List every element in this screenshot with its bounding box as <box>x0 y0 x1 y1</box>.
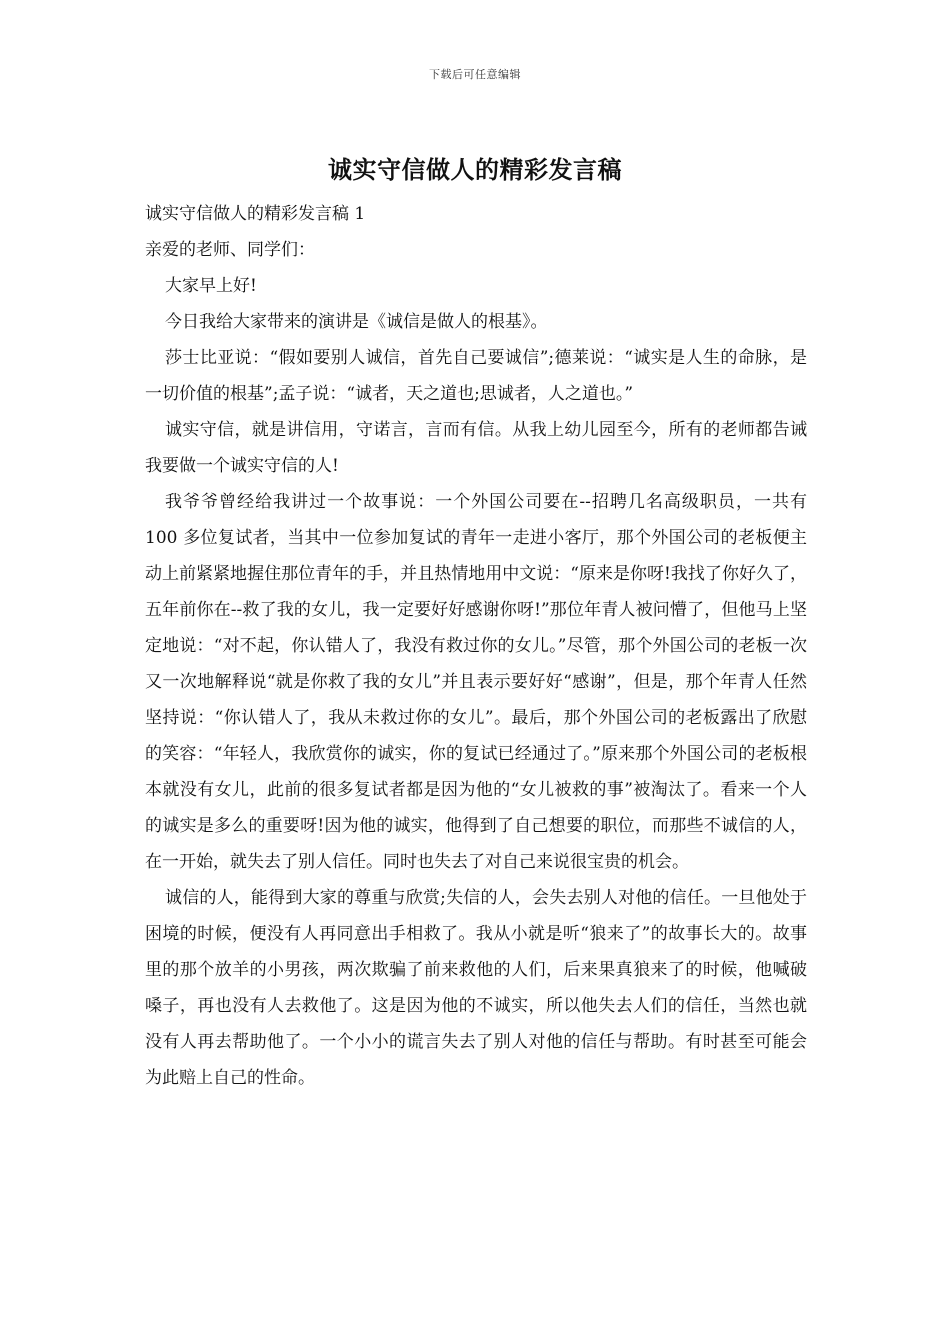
page-header-note: 下载后可任意编辑 <box>429 68 521 81</box>
story-paragraph: 我爷爷曾经给我讲过一个故事说：一个外国公司要在--招聘几名高级职员，一共有 100 多位复试者，当其中一位参加复试的青年一走进小客厅，那个外国公司的老板便主动上前紧紧地握住那位青年的手，并且热情地用中文说：“原来是你呀!我找了你好久了，五年前你在--救了我的女儿，我一定要好好感谢你呀!”那位年青人被问懵了，但他马上坚定地说：“对不起，你认错人了，我没有救过你的女儿。”尽管，那个外国公司的老板一次又一次地解释说“就是你救了我的女儿”并且表示要好好“感谢”，但是，那个年青人任然坚持说：“你认错人了，我从未救过你的女儿”。最后，那个外国公司的老板露出了欣慰的笑容：“年轻人，我欣赏你的诚实，你的复试已经通过了。”原来那个外国公司的老板根本就没有女儿，此前的很多复试者都是因为他的“女儿被救的事”被淘汰了。看来一个人的诚实是多么的重要呀!因为他的诚实，他得到了自己想要的职位，而那些不诚信的人，在一开始，就失去了别人信任。同时也失去了对自己来说很宝贵的机会。 <box>145 492 807 872</box>
intro-paragraph: 今日我给大家带来的演讲是《诚信是做人的根基》。 <box>165 312 548 332</box>
subtitle-line: 诚实守信做人的精彩发言稿 1 <box>145 204 366 224</box>
document-body <box>145 196 807 1096</box>
quotes-paragraph: 莎士比亚说：“假如要别人诚信，首先自己要诚信”;德莱说：“诚实是人生的命脉，是一切价值的根基”;孟子说：“诚者，天之道也;思诚者，人之道也。” <box>145 348 807 404</box>
greeting-paragraph: 大家早上好! <box>165 276 257 296</box>
document-title: 诚实守信做人的精彩发言稿 <box>328 155 622 184</box>
salutation: 亲爱的老师、同学们： <box>145 240 315 260</box>
conclusion-paragraph: 诚信的人，能得到大家的尊重与欣赏;失信的人，会失去别人对他的信任。一旦他处于困境的时候，便没有人再同意出手相救了。我从小就是听“狼来了”的故事长大的。故事里的那个放羊的小男孩，两次欺骗了前来救他的人们，后来果真狼来了的时候，他喊破嗓子，再也没有人去救他了。这是因为他的不诚实，所以他失去人们的信任，当然也就没有人再去帮助他了。一个小小的谎言失去了别人对他的信任与帮助。有时甚至可能会为此赔上自己的性命。 <box>145 888 807 1088</box>
definition-paragraph: 诚实守信，就是讲信用，守诺言，言而有信。从我上幼儿园至今，所有的老师都告诫我要做一个诚实守信的人! <box>145 420 807 476</box>
